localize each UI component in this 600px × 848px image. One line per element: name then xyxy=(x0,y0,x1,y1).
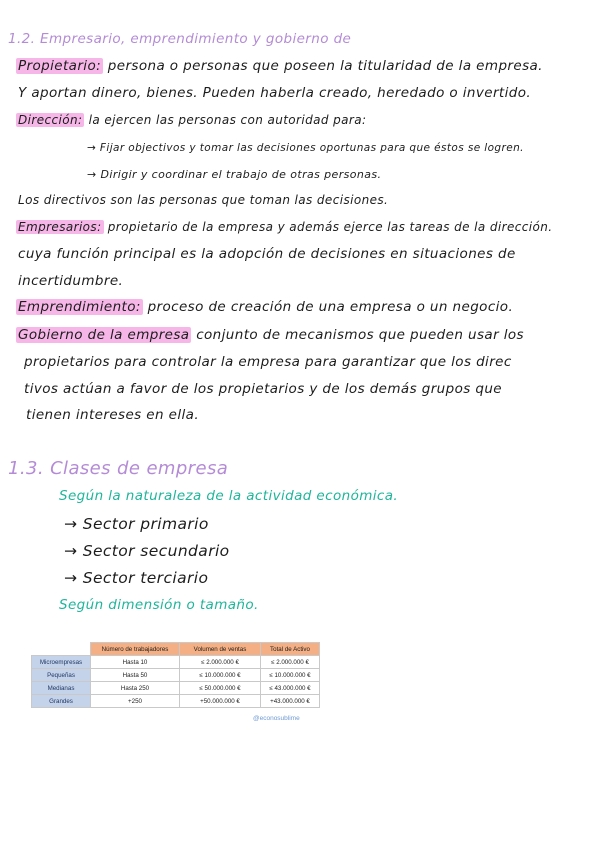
size-classification-table xyxy=(31,642,320,708)
gobierno-def-4: tienen intereses en ella. xyxy=(26,407,200,423)
subtitle-dimension: Según dimensión o tamaño. xyxy=(59,597,259,613)
empresarios-line xyxy=(16,220,552,234)
table-row xyxy=(32,682,320,695)
table-cell: +50.000.000 € xyxy=(180,695,261,708)
table-row xyxy=(32,695,320,708)
header-trabajadores: Número de trabajadores xyxy=(91,643,180,656)
row-label: Pequeñas xyxy=(32,669,91,682)
table-credit: @econosublime xyxy=(253,715,300,722)
empresarios-term: Empresarios: xyxy=(18,220,102,234)
table-cell: ≤ 50.000.000 € xyxy=(180,682,261,695)
table-cell: ≤ 2.000.000 € xyxy=(261,656,320,669)
subtitle-naturaleza: Según la naturaleza de la actividad económica. xyxy=(59,488,399,504)
header-activo: Total de Activo xyxy=(261,643,320,656)
propietario-def-2: Y aportan dinero, bienes. Pueden haberla creado, heredado o invertido. xyxy=(18,85,532,101)
sector-terciario: → Sector terciario xyxy=(64,569,209,587)
table-cell: Hasta 50 xyxy=(91,669,180,682)
gobierno-term: Gobierno de la empresa xyxy=(18,327,190,343)
direccion-line xyxy=(16,113,366,127)
table-cell: +43.000.000 € xyxy=(261,695,320,708)
empresarios-def: propietario de la empresa y además ejerce las tareas de la dirección. xyxy=(107,220,553,234)
emprendimiento-def: proceso de creación de una empresa o un negocio. xyxy=(147,299,514,315)
table-cell: ≤ 2.000.000 € xyxy=(180,656,261,669)
propietario-def: persona o personas que poseen la titularidad de la empresa. xyxy=(107,58,543,74)
emprendimiento-term: Emprendimiento: xyxy=(18,299,141,315)
table-cell: Hasta 10 xyxy=(91,656,180,669)
row-label: Grandes xyxy=(32,695,91,708)
table-header-row xyxy=(32,643,320,656)
table-cell: ≤ 10.000.000 € xyxy=(180,669,261,682)
table-cell: Hasta 250 xyxy=(91,682,180,695)
gobierno-def-1: conjunto de mecanismos que pueden usar los xyxy=(196,327,524,343)
table-cell: +250 xyxy=(91,695,180,708)
propietario-term: Propietario: xyxy=(18,58,102,74)
direccion-def: la ejercen las personas con autoridad para: xyxy=(88,113,367,127)
table-row xyxy=(32,656,320,669)
propietario-line xyxy=(16,58,543,74)
directivos-note: Los directivos son las personas que toman las decisiones. xyxy=(18,193,389,207)
table-corner xyxy=(32,643,91,656)
empresarios-def-2: cuya función principal es la adopción de decisiones en situaciones de xyxy=(18,246,516,262)
gobierno-def-2: propietarios para controlar la empresa para garantizar que los direc xyxy=(24,354,512,370)
header-ventas: Volumen de ventas xyxy=(180,643,261,656)
direccion-item-2: → Dirigir y coordinar el trabajo de otras personas. xyxy=(87,168,382,181)
direccion-term: Dirección: xyxy=(18,113,83,127)
sector-secundario: → Sector secundario xyxy=(64,542,230,560)
direccion-item-1: → Fijar objectivos y tomar las decisiones oportunas para que éstos se logren. xyxy=(87,142,524,154)
gobierno-def-3: tivos actúan a favor de los propietarios y de los demás grupos que xyxy=(24,381,502,397)
sector-primario: → Sector primario xyxy=(64,515,209,533)
section-12-title: 1.2. Empresario, emprendimiento y gobierno de xyxy=(8,31,352,47)
table-row xyxy=(32,669,320,682)
section-13-title: 1.3. Clases de empresa xyxy=(8,458,229,479)
gobierno-line xyxy=(16,327,524,343)
row-label: Medianas xyxy=(32,682,91,695)
emprendimiento-line xyxy=(16,299,513,315)
empresarios-def-3: incertidumbre. xyxy=(18,273,124,289)
table-cell: ≤ 43.000.000 € xyxy=(261,682,320,695)
row-label: Microempresas xyxy=(32,656,91,669)
table-cell: ≤ 10.000.000 € xyxy=(261,669,320,682)
